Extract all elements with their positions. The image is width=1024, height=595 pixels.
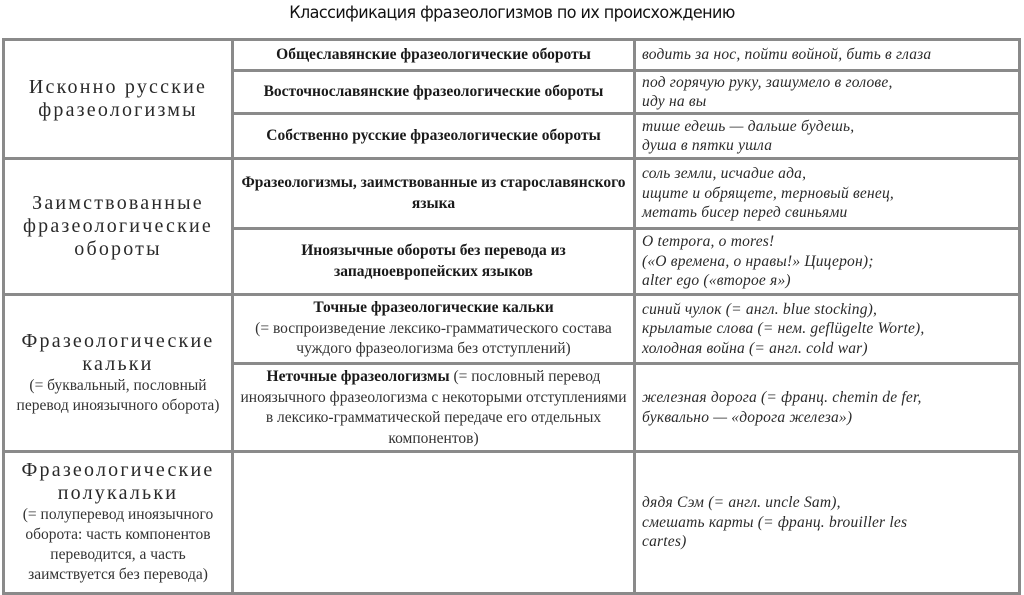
- examples-cell: [635, 114, 1020, 159]
- type-cell: [233, 295, 635, 364]
- table-row: [4, 40, 1020, 71]
- example-line: cartes): [642, 533, 687, 551]
- examples-cell: [635, 71, 1020, 114]
- category-label: Заимствованные фразеологические обороты: [22, 192, 214, 260]
- example-line: иду на вы: [642, 93, 707, 110]
- type-label: Иноязычные обороты без перевода из западноевропейских языков: [301, 242, 566, 280]
- example-line: («О времена, о нравы!» Цицерон);: [642, 252, 874, 270]
- type-cell: [233, 71, 635, 114]
- type-cell: [233, 364, 635, 452]
- examples-cell: [635, 452, 1020, 594]
- category-cell: [4, 159, 233, 295]
- category-cell: [4, 40, 233, 159]
- type-label: Точные фразеологические кальки: [313, 299, 554, 316]
- type-cell: [233, 40, 635, 71]
- category-label: Исконно русские фразеологизмы: [28, 76, 208, 121]
- type-cell: [233, 229, 635, 295]
- examples-cell: [635, 40, 1020, 71]
- example-line: метать бисер перед свиньями: [642, 204, 848, 222]
- page-title: Классификация фразеологизмов по их происхождению: [289, 3, 735, 23]
- type-label: Неточные фразеологизмы: [266, 368, 450, 385]
- example-line: соль земли, исчадие ада,: [642, 165, 807, 183]
- example-line: под горячую руку, зашумело в голове,: [642, 73, 893, 91]
- examples-cell: [635, 364, 1020, 452]
- example-line: холодная война (= англ. cold war): [642, 339, 868, 357]
- example-line: крылатые слова (= нем. geflügelte Worte),: [642, 320, 925, 338]
- example-line: O tempora, o mores!: [642, 233, 775, 251]
- type-label: Общеславянские фразеологические обороты: [276, 45, 591, 63]
- examples-cell: [635, 229, 1020, 295]
- example-line: смешать карты (= франц. brouiller les: [642, 513, 908, 531]
- type-cell: [233, 159, 635, 229]
- examples-cell: [635, 159, 1020, 229]
- example-line: железная дорога (= франц. chemin de fer,: [642, 389, 922, 406]
- table-row: [4, 159, 1020, 229]
- category-note: (= буквальный, пословный перевод иноязычного оборота): [16, 377, 220, 414]
- example-line: душа в пятки ушла: [642, 137, 773, 154]
- category-label: Фразеологические кальки: [21, 330, 215, 375]
- example-line: тише едешь — дальше будешь,: [642, 117, 855, 135]
- examples-cell: [635, 295, 1020, 364]
- table-row: [4, 452, 1020, 594]
- type-label: Фразеологизмы, заимствованные из старославянского языка: [241, 174, 626, 212]
- type-note: (= воспроизведение лексико-грамматического состава чуждого фразеологизма без отступлений): [255, 319, 612, 357]
- category-cell: [4, 452, 233, 594]
- example-line: alter ego («второе я»): [642, 272, 791, 290]
- category-label: Фразеологические полукальки: [21, 459, 215, 504]
- type-label: Восточнославянские фразеологические обороты: [263, 82, 604, 100]
- example-line: синий чулок (= англ. blue stocking),: [642, 300, 878, 318]
- classification-table: [2, 38, 1021, 595]
- type-cell: [233, 114, 635, 159]
- category-cell: [4, 295, 233, 452]
- example-line: ищите и обрящете, терновый венец,: [642, 184, 894, 202]
- example-line: буквально — «дорога железа»): [642, 408, 853, 426]
- example-line: дядя Сэм (= англ. uncle Sam),: [642, 494, 841, 512]
- type-note: (= пословный перевод иноязычного фразеологизма с некоторыми отступлениями в лексико-грамматической передаче его отдельных компонентов): [240, 368, 627, 447]
- example-line: водить за нос, пойти войной, бить в глаза: [642, 46, 932, 64]
- category-note: (= полуперевод иноязычного оборота: часть компонентов переводится, а часть заимствуется без перевода): [22, 506, 214, 583]
- table-row: [4, 295, 1020, 364]
- type-label: Собственно русские фразеологические обороты: [266, 126, 601, 144]
- type-cell: [233, 452, 635, 594]
